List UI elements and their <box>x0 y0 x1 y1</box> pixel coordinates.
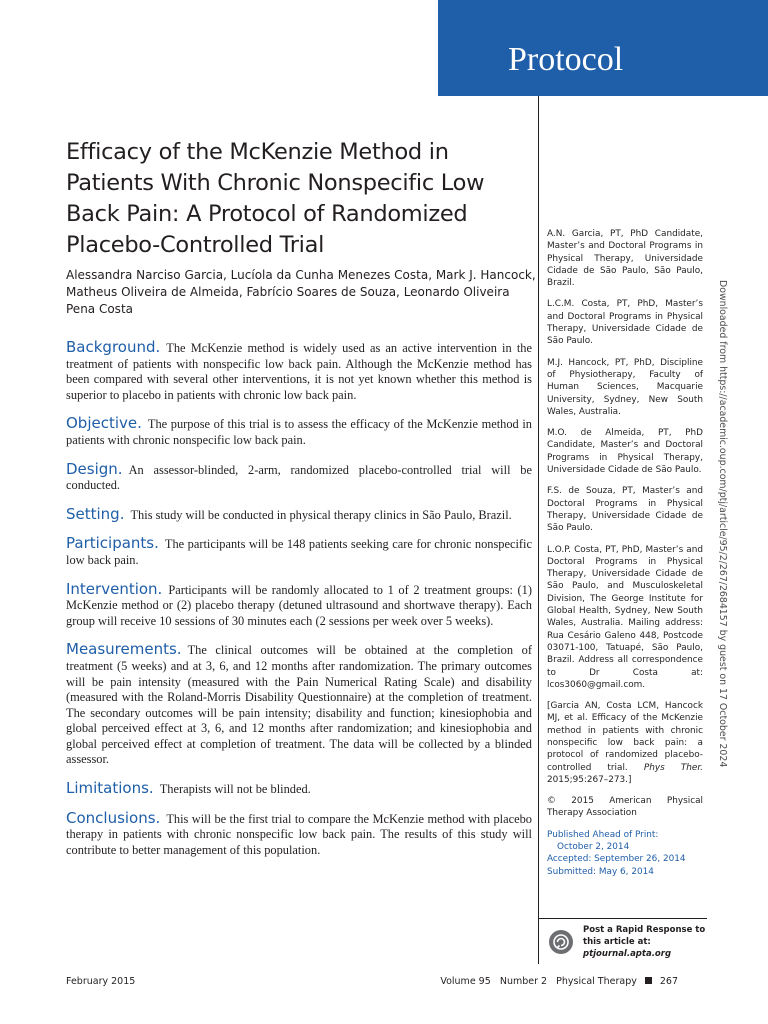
citation-end: 2015;95:267–273.] <box>547 774 632 785</box>
abstract-objective-heading: Objective. <box>66 414 142 433</box>
section-label: Protocol <box>508 41 624 78</box>
published-date: October 2, 2014 <box>557 842 630 853</box>
rapid-response-line1: Post a Rapid Response to <box>583 925 706 935</box>
abstract-limitations-text: Therapists will not be blinded. <box>159 782 311 797</box>
affiliation: M.O. de Almeida, PT, PhD Candidate, Master’s and Doctoral Programs in Physical Therapy, Universidade Cidade de São Paulo. <box>547 428 703 476</box>
abstract-conclusions-heading: Conclusions. <box>66 808 161 827</box>
article-title: Efficacy of the McKenzie Method in Patients With Chronic Nonspecific Low Back Pain: A Protocol of Randomized Placebo-Controlled Trial <box>66 139 485 258</box>
rapid-response-link[interactable]: ptjournal.apta.org <box>583 949 672 959</box>
footer-volume: Volume 95 <box>440 976 491 987</box>
abstract-setting-heading: Setting. <box>66 504 125 523</box>
abstract-background-text: The McKenzie method is widely used as an active intervention in the treatment of patients with nonspecific low back pain. Although the McKenzie method has been compared with several other interventions, it is not yet known whether this method is superior to placebo in patients with chronic low back pain. <box>66 341 532 402</box>
abstract-design <box>66 459 532 494</box>
author-list: Alessandra Narciso Garcia, Lucíola da Cunha Menezes Costa, Mark J. Hancock, Matheus Oliveira de Almeida, Fabrício Soares de Souza, Leonardo Oliveira Pena Costa <box>66 268 536 316</box>
abstract <box>66 340 532 858</box>
abstract-measurements-heading: Measurements. <box>66 640 182 659</box>
citation-journal: Phys Ther. <box>643 762 703 773</box>
abstract-setting-text: This study will be conducted in physical therapy clinics in São Paulo, Brazil. <box>130 507 512 522</box>
submitted-date: Submitted: May 6, 2014 <box>547 866 654 877</box>
abstract-background <box>66 340 532 403</box>
download-note: Downloaded from https://academic.oup.com/ptj/article/95/2/267/2684157 by guest on 17 October 2024 <box>717 280 728 768</box>
abstract-background-heading: Background. <box>66 338 161 356</box>
abstract-participants-heading: Participants. <box>66 534 159 553</box>
abstract-objective <box>66 416 532 448</box>
abstract-conclusions <box>66 808 532 859</box>
rapid-response-box[interactable] <box>539 918 707 965</box>
abstract-limitations-heading: Limitations. <box>66 779 154 798</box>
abstract-objective-text: The purpose of this trial is to assess the efficacy of the McKenzie method in patients with chronic nonspecific low back pain. <box>66 417 532 447</box>
abstract-intervention-text: Participants will be randomly allocated to 1 of 2 treatment groups: (1) McKenzie method or (2) placebo therapy (detuned ultrasound and shortwave therapy). Each group will receive 10 sessions of 30 minutes each (2 sessions per week over 5 weeks). <box>66 582 532 628</box>
affiliation: L.C.M. Costa, PT, PhD, Master’s and Doctoral Programs in Physical Therapy, Universidade Cidade de São Paulo. <box>547 299 703 347</box>
abstract-conclusions-text: This will be the first trial to compare the McKenzie method with placebo therapy in patients with chronic nonspecific low back pain. The results of this study will contribute to better management of this population. <box>66 811 532 857</box>
abstract-participants <box>66 536 532 568</box>
rapid-response-text <box>583 924 705 960</box>
abstract-measurements <box>66 642 532 768</box>
footer-square-icon <box>645 977 652 984</box>
footer-page-number: 267 <box>659 976 678 987</box>
affiliation: F.S. de Souza, PT, Master’s and Doctoral Programs in Physical Therapy, Universidade Cidade de São Paulo. <box>547 486 703 534</box>
footer-journal: Physical Therapy <box>556 976 637 987</box>
abstract-participants-text: The participants will be 148 patients seeking care for chronic nonspecific low back pain. <box>66 537 532 567</box>
abstract-design-heading: Design. <box>66 459 123 478</box>
abstract-intervention-heading: Intervention. <box>66 579 163 598</box>
footer-number: Number 2 <box>499 976 548 987</box>
citation <box>547 700 703 786</box>
publication-dates <box>547 829 703 878</box>
copyright: © 2015 American Physical Therapy Association <box>547 796 703 819</box>
author-sidebar <box>547 228 703 878</box>
affiliation: M.J. Hancock, PT, PhD, Discipline of Physiotherapy, Faculty of Human Sciences, Macquarie University, Sydney, New South Wales, Australia. <box>547 357 703 417</box>
footer-right <box>440 975 678 989</box>
affiliation: A.N. Garcia, PT, PhD Candidate, Master’s and Doctoral Programs in Physical Therapy, Universidade Cidade de São Paulo, São Paulo, Brazil. <box>547 229 703 289</box>
affiliation: L.O.P. Costa, PT, PhD, Master’s and Doctoral Programs in Physical Therapy, Universidade Cidade de São Paulo, and Musculoskeletal Division, The George Institute for Global Health, Sydney, New South Wales, Australia. Mailing address: Rua Cesário Galeno 448, Postcode 03071-100, Tatuapé, São Paulo, Brazil. Address all correspondence to Dr Costa at: lcos3060@gmail.com. <box>547 544 703 690</box>
published-label: Published Ahead of Print: <box>547 829 659 840</box>
abstract-design-text: An assessor-blinded, 2-arm, randomized placebo-controlled trial will be conducted. <box>66 462 532 493</box>
abstract-setting <box>66 504 532 524</box>
rapid-response-icon <box>549 930 573 954</box>
abstract-intervention <box>66 579 532 630</box>
abstract-limitations <box>66 781 532 798</box>
footer-date: February 2015 <box>66 976 136 987</box>
rapid-response-line2: this article at: <box>583 937 651 947</box>
column-divider <box>538 96 539 964</box>
citation-main: [Garcia AN, Costa LCM, Hancock MJ, et al. Efficacy of the McKenzie method in patients with chronic nonspecific low back pain: a protocol of randomized placebo-controlled trial. <box>547 701 703 773</box>
abstract-measurements-text: The clinical outcomes will be obtained at the completion of treatment (5 weeks) and at 3, 6, and 12 months after randomization. The primary outcomes will be pain intensity (measured with the Pain Numerical Rating Scale) and disability (measured with the Roland-Morris Disability Questionnaire) at the completion of treatment. The secondary outcomes will be pain intensity; disability and function; kinesiophobia and global perceived effect at 3, 6, and 12 months after randomization; and kinesiophobia and global perceived effect at completion of treatment. The data will be collected by a blinded assessor. <box>66 643 532 767</box>
accepted-date: Accepted: September 26, 2014 <box>547 854 686 865</box>
